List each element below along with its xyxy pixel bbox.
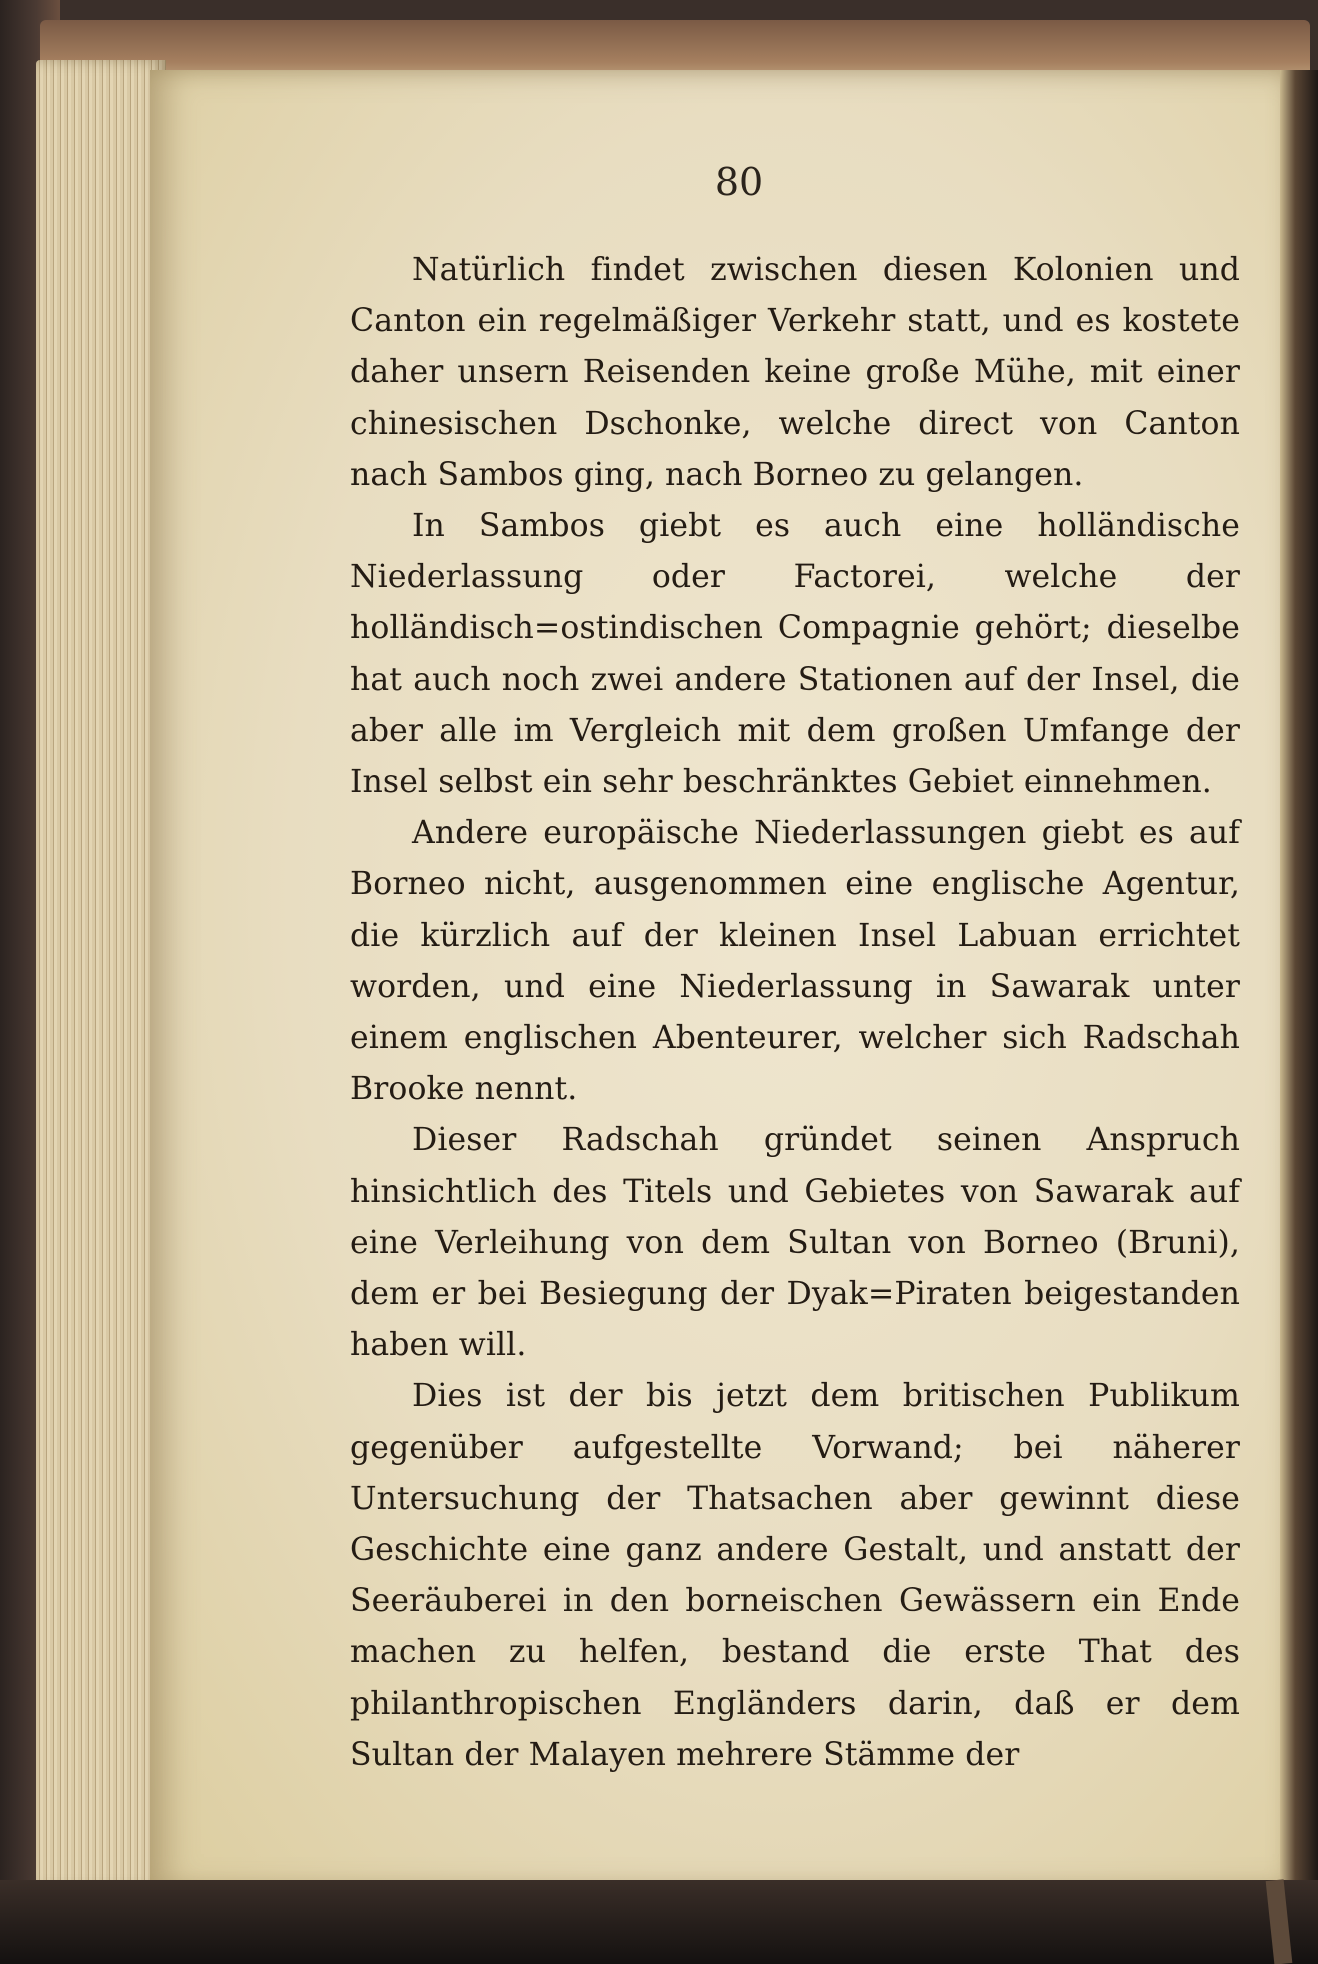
page-number: 80 bbox=[714, 160, 764, 204]
page-right-edge bbox=[1280, 70, 1318, 1964]
paragraph: Andere europäische Niederlassungen giebt es auf Borneo nicht, ausgenommen eine englische Agentur, die kürzlich auf der kleinen Insel Labuan errichtet worden, und eine Niederlassung in Sawarak unter einem englischen Abenteurer, welcher sich Radschah Brooke nennt. bbox=[350, 815, 1240, 1108]
paragraph: In Sambos giebt es auch eine holländische Niederlassung oder Factorei, welche der holländisch=ostindischen Compagnie gehört; dieselbe hat auch noch zwei andere Stationen auf der Insel, die aber alle im Vergleich mit dem großen Umfange der Insel selbst ein sehr beschränktes Gebiet einnehmen. bbox=[350, 508, 1240, 801]
paragraph: Dies ist der bis jetzt dem britischen Publikum gegenüber aufgestellte Vorwand; bei näherer Untersuchung der Thatsachen aber gewinnt diese Geschichte eine ganz andere Gestalt, und anstatt der Seeräuberei in den borneischen Gewässern ein Ende machen zu helfen, bestand die erste That des philanthropischen Engländers darin, daß er dem Sultan der Malayen mehrere Stämme der bbox=[350, 1378, 1240, 1773]
page-edges bbox=[36, 60, 166, 1890]
paragraph: Natürlich findet zwischen diesen Kolonien und Canton ein regelmäßiger Verkehr statt, und es kostete daher unsern Reisenden keine große Mühe, mit einer chinesischen Dschonke, welche direct von Canton nach Sambos ging, nach Borneo zu gelangen. bbox=[350, 252, 1240, 493]
book-bottom-edge bbox=[0, 1880, 1318, 1964]
page-body-text bbox=[350, 245, 1240, 1781]
paragraph: Dieser Radschah gründet seinen Anspruch hinsichtlich des Titels und Gebietes von Sawarak auf eine Verleihung von dem Sultan von Borneo (Bruni), dem er bei Besiegung der Dyak=Piraten beigestanden haben will. bbox=[350, 1122, 1240, 1364]
